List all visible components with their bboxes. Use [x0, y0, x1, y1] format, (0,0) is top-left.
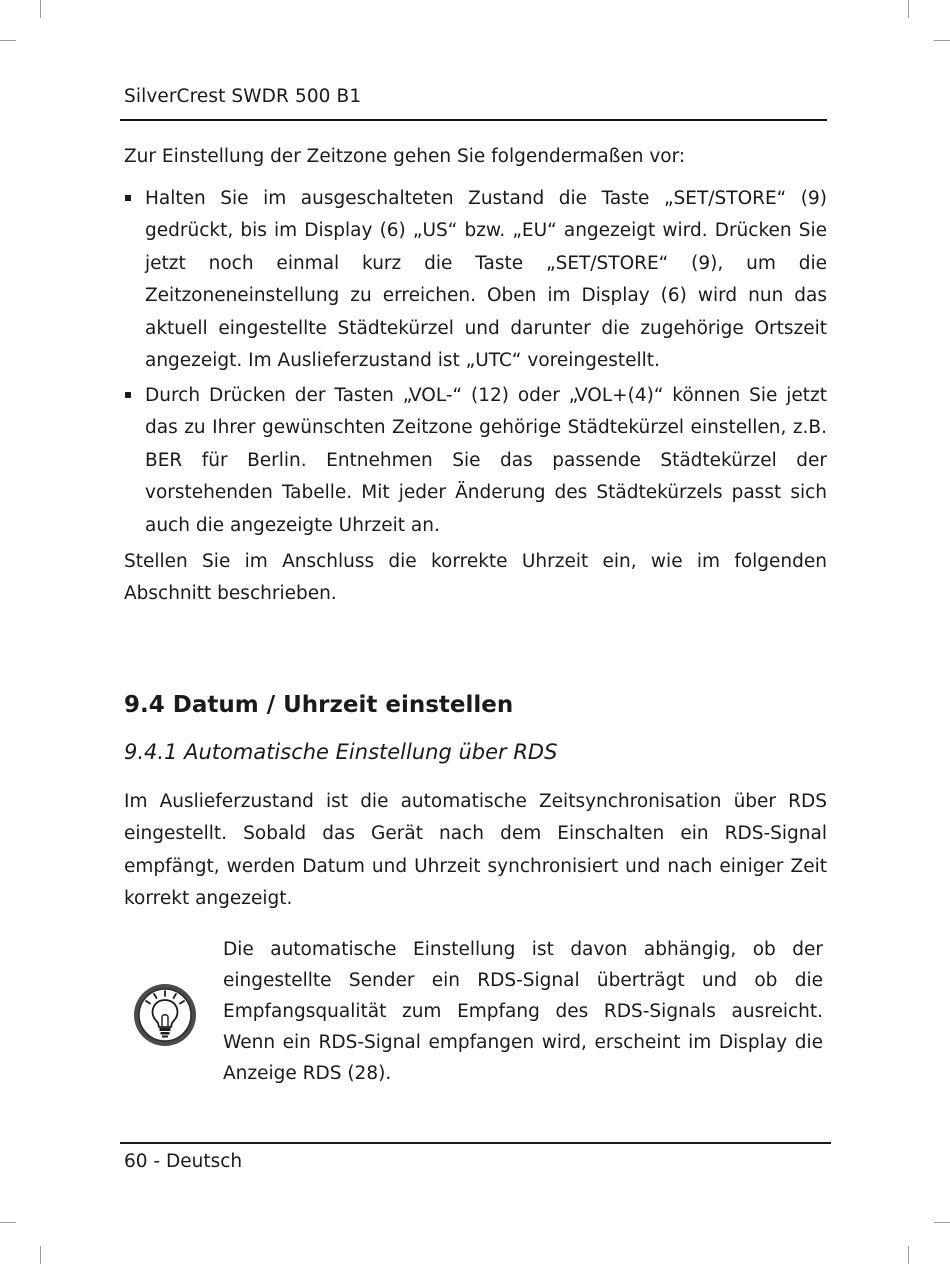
header-rule — [120, 119, 827, 121]
lightbulb-icon — [130, 981, 200, 1049]
list-item-text: Durch Drücken der Tasten „VOL-“ (12) oder „VOL+(4)“ können Sie jetzt das zu Ihrer gewünschten Zeitzone gehörige Städtekürzel einstellen, z.B. BER für Berlin. Entnehmen Sie das passende Städtekürzel der vorstehenden Tabelle. Mit jeder Änderung des Städtekürzels passt sich auch die angezeigte Uhrzeit an. — [145, 385, 827, 536]
bullet-marker — [125, 392, 131, 398]
page-header-title: SilverCrest SWDR 500 B1 — [124, 86, 362, 107]
crop-mark — [934, 40, 950, 41]
list-item — [124, 183, 827, 377]
section-paragraph: Im Auslieferzustand ist die automatische Zeitsynchronisation über RDS eingestellt. Sobald das Gerät nach dem Einschalten ein RDS-Signal empfängt, werden Datum und Uhrzeit synchronisiert und nach einiger Zeit korrekt angezeigt. — [124, 791, 827, 910]
bullet-marker — [125, 195, 131, 201]
crop-mark — [40, 1246, 41, 1264]
crop-mark — [40, 0, 41, 18]
list-item-text: Halten Sie im ausgeschalteten Zustand die Taste „SET/STORE“ (9) gedrückt, bis im Display (6) „US“ bzw. „EU“ angezeigt wird. Drücken Sie jetzt noch einmal kurz die Taste „SET/STORE“ (9), um die Zeitzoneneinstellung zu erreichen. Oben im Display (6) wird nun das aktuell eingestellte Städtekürzel und darunter die zugehörige Ortszeit angezeigt. Im Auslieferzustand ist „UTC“ voreingestellt. — [145, 188, 827, 372]
footer-rule — [120, 1142, 831, 1144]
tip-text: Die automatische Einstellung ist davon abhängig, ob der eingestellte Sender ein RDS-Signal überträgt und ob die Empfangsqualität zum Empfang des RDS-Signals ausreicht. Wenn ein RDS-Signal empfangen wird, erscheint im Display die Anzeige RDS (28). — [223, 939, 823, 1084]
intro-paragraph: Zur Einstellung der Zeitzone gehen Sie folgendermaßen vor: — [124, 146, 686, 167]
list-item — [124, 380, 827, 542]
section-heading: 9.4 Datum / Uhrzeit einstellen — [124, 692, 514, 718]
closing-paragraph: Stellen Sie im Anschluss die korrekte Uhrzeit ein, wie im folgenden Abschnitt beschrieben. — [124, 551, 827, 605]
crop-mark — [908, 0, 909, 18]
crop-mark — [908, 1246, 909, 1264]
crop-mark — [0, 40, 16, 41]
crop-mark — [934, 1222, 950, 1223]
page-footer: 60 - Deutsch — [124, 1151, 243, 1172]
subsection-heading: 9.4.1 Automatische Einstellung über RDS — [124, 740, 558, 764]
crop-mark — [0, 1222, 16, 1223]
